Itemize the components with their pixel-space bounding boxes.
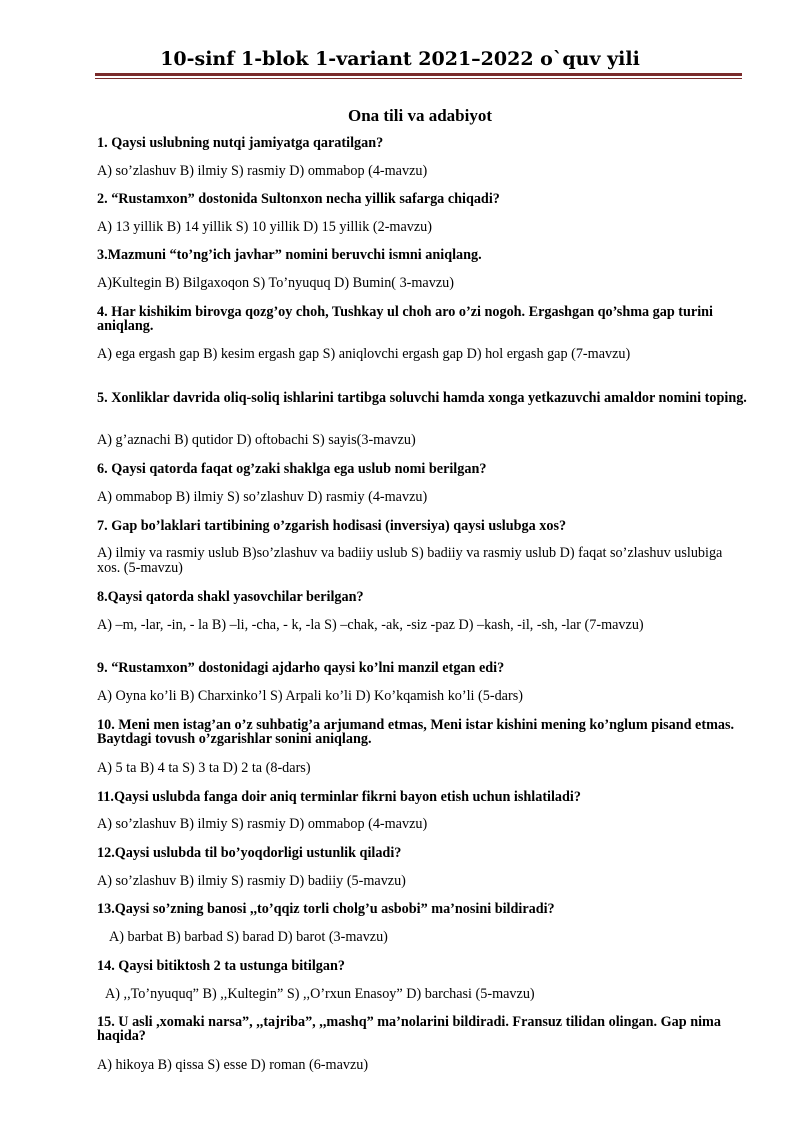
answer-12 [97,874,747,889]
answer-options: A) 5 ta B) 4 ta S) 3 ta D) 2 ta (8-dars) [97,760,311,776]
question-9 [97,661,747,675]
question-text: 1. Qaysi uslubning nutqi jamiyatga qaratilgan? [97,135,384,151]
page-title: 10-sinf 1-blok 1-variant 2021–2022 o`quv yili [160,48,640,70]
answer-options: A) so’zlashuv B) ilmiy S) rasmiy D) ommabop (4-mavzu) [97,163,428,179]
question-text: 15. U asli ,xomaki narsa”, ,,tajriba”, ,,mashq” ma’nolarini bildiradi. Fransuz tilidan olingan. Gap nima haqida? [97,1014,721,1044]
question-12 [97,846,747,860]
answer-options: A) Oyna ko’li B) Charxinko’l S) Arpali ko’li D) Ko’kqamish ko’li (5-dars) [97,688,523,704]
answer-14 [97,987,747,1002]
answer-15 [97,1058,747,1073]
answer-options: A) barbat B) barbad S) barad D) barot (3-mavzu) [109,929,388,945]
answer-options: A) 13 yillik B) 14 yillik S) 10 yillik D) 15 yillik (2-mavzu) [97,219,432,235]
answer-6 [97,490,747,505]
question-1 [97,136,747,150]
question-10 [97,718,747,746]
question-text: 2. “Rustamxon” dostonida Sultonxon necha yillik safarga chiqadi? [97,191,500,207]
question-text: 9. “Rustamxon” dostonidagi ajdarho qaysi ko’lni manzil etgan edi? [97,660,505,676]
answer-options: A) ommabop B) ilmiy S) so’zlashuv D) rasmiy (4-mavzu) [97,489,428,505]
question-text: 11.Qaysi uslubda fanga doir aniq terminlar fikrni bayon etish uchun ishlatiladi? [97,789,581,805]
answer-13 [97,930,747,945]
answer-8 [97,618,747,633]
answer-5 [97,433,747,448]
answer-4 [97,347,747,362]
answer-options: A) so’zlashuv B) ilmiy S) rasmiy D) badiiy (5-mavzu) [97,873,406,889]
question-text: 3.Mazmuni “to’ng’ich javhar” nomini beruvchi ismni aniqlang. [97,247,482,263]
question-text: 14. Qaysi bitiktosh 2 ta ustunga bitilgan? [97,958,345,974]
question-text: 7. Gap bo’laklari tartibining o’zgarish hodisasi (inversiya) qaysi uslubga xos? [97,518,567,534]
answer-10 [97,761,747,776]
question-text: 10. Meni men istag’an o’z suhbatig’a arjumand etmas, Meni istar kishini mening ko’nglum pisand etmas. Baytdagi tovush o’zgarishlar sonini aniqlang. [97,717,735,747]
question-4 [97,305,747,333]
header-divider-thin [95,78,742,79]
answer-11 [97,817,747,832]
header-divider [95,73,742,76]
question-3 [97,248,747,262]
question-13 [97,902,747,916]
answer-options: A) hikoya B) qissa S) esse D) roman (6-mavzu) [97,1057,369,1073]
question-2 [97,192,747,206]
question-text: 4. Har kishikim birovga qozg’oy choh, Tushkay ul choh aro o’zi nogoh. Ergashgan qo’shma gap turini aniqlang. [97,304,713,334]
question-text: 12.Qaysi uslubda til bo’yoqdorligi ustunlik qiladi? [97,845,402,861]
answer-options: A)Kultegin B) Bilgaxoqon S) To’nyuquq D) Bumin( 3-mavzu) [97,275,454,291]
answer-options: A) ilmiy va rasmiy uslub B)so’zlashuv va badiiy uslub S) badiiy va rasmiy uslub D) faqat so’zlashuv uslubiga xos. (5-mavzu) [97,545,723,576]
answer-options: A) ega ergash gap B) kesim ergash gap S) aniqlovchi ergash gap D) hol ergash gap (7-mavzu) [97,346,631,362]
question-text: 5. Xonliklar davrida oliq-soliq ishlarini tartibga soluvchi hamda xonga yetkazuvchi amaldor nomini toping. [97,390,747,406]
subject-title: Ona tili va adabiyot [347,106,493,125]
answer-options: A) ,,To’nyuquq” B) ,,Kultegin” S) ,,O’rxun Enasoy” D) barchasi (5-mavzu) [105,986,535,1002]
answer-options: A) so’zlashuv B) ilmiy S) rasmiy D) ommabop (4-mavzu) [97,816,428,832]
answer-options: A) g’aznachi B) qutidor D) oftobachi S) sayis(3-mavzu) [97,432,416,448]
question-11 [97,790,747,804]
question-5 [97,391,747,405]
question-6 [97,462,747,476]
answer-1 [97,164,747,179]
question-8 [97,590,747,604]
answer-options: A) –m, -lar, -in, - la B) –li, -cha, - k, -la S) –chak, -ak, -siz -paz D) –kash, -il, -sh, -lar (7-mavzu) [97,617,644,633]
question-text: 8.Qaysi qatorda shakl yasovchilar berilgan? [97,589,364,605]
answer-9 [97,689,747,704]
question-15 [97,1015,747,1043]
answer-7 [97,546,747,576]
question-text: 13.Qaysi so’zning banosi ,,to’qqiz torli cholg’u asbobi” ma’nosini bildiradi? [97,901,555,917]
answer-2 [97,220,747,235]
question-text: 6. Qaysi qatorda faqat og’zaki shaklga ega uslub nomi berilgan? [97,461,487,477]
answer-3 [97,276,747,291]
question-7 [97,519,747,533]
question-14 [97,959,747,973]
